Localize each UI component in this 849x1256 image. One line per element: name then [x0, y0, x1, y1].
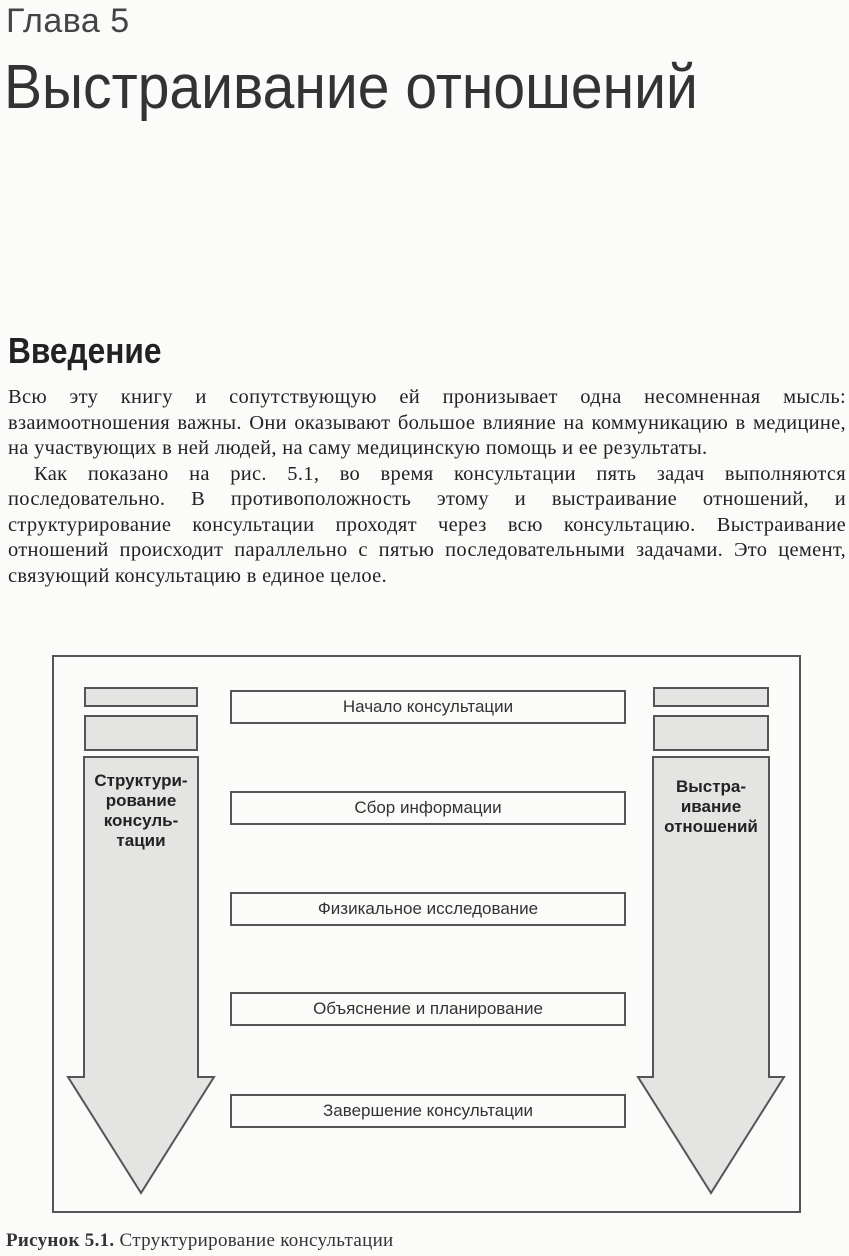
caption-text: Структурирование консультации — [119, 1230, 394, 1251]
figure-caption — [6, 1230, 394, 1252]
caption-label: Рисунок 5.1. — [6, 1230, 115, 1251]
body-text — [8, 385, 846, 589]
paragraph-2: Как показано на рис. 5.1, во время консультации пять задач выполняются последовательно. В противоположность этому и выстраивание отношений, и структурирование консультации проходят через всю консультацию. Выстраивание отношений происходит параллельно с пятью последовательными задачами. Это цемент, связующий консультацию в единое целое. — [8, 462, 846, 587]
task-box-information-gathering: Сбор информации — [230, 791, 626, 825]
section-heading: Введение — [8, 330, 162, 371]
left-arrow-label: Структури- рование консуль- тации — [94, 771, 188, 850]
right-arrow-label: Выстра- ивание отношений — [664, 777, 758, 836]
figure-frame — [52, 655, 801, 1213]
task-box-opening: Начало консультации — [230, 690, 626, 724]
task-box-closing: Завершение консультации — [230, 1094, 626, 1128]
chapter-title: Выстраивание отношений — [4, 53, 698, 122]
task-box-explanation-planning: Объяснение и планирование — [230, 992, 626, 1026]
paragraph-1: Всю эту книгу и сопутствующую ей пронизывает одна несомненная мысль: взаимоотношения важны. Они оказывают большое влияние на коммуникацию в медицине, на участвующих в ней людей, на саму медицинскую помощь и ее результаты. — [8, 386, 846, 459]
chapter-label: Глава 5 — [6, 2, 130, 40]
task-box-physical-examination: Физикальное исследование — [230, 892, 626, 926]
